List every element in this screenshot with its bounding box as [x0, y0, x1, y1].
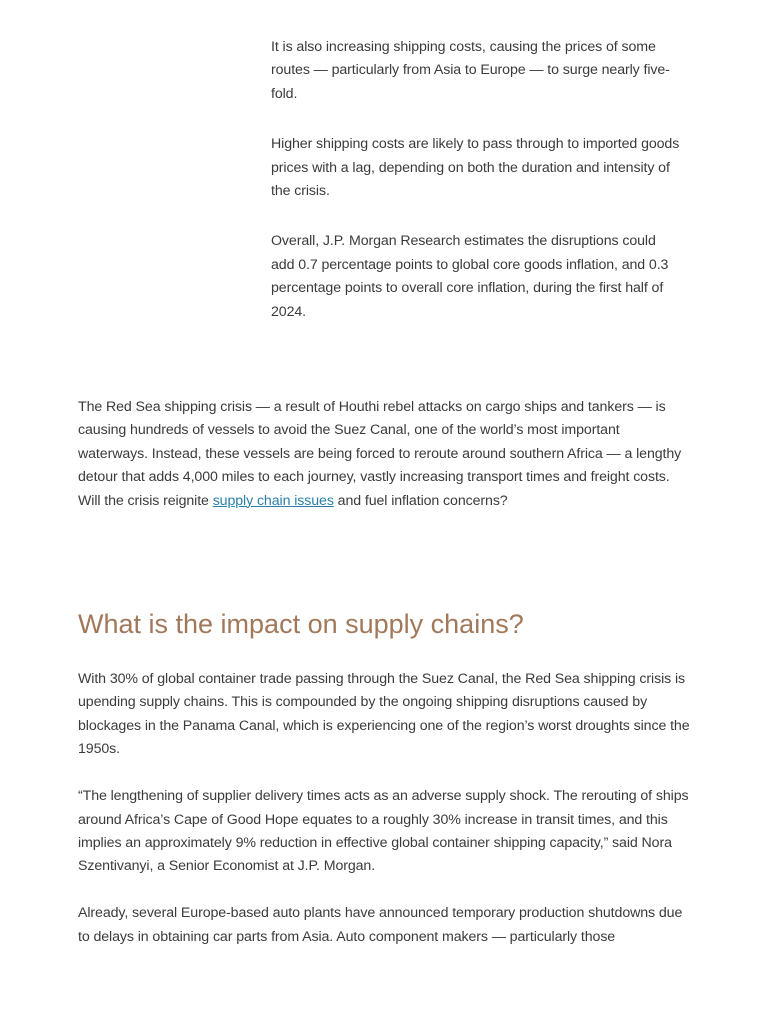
key-takeaways — [271, 36, 681, 351]
takeaway-item: Higher shipping costs are likely to pass through to imported goods prices with a lag, depending on both the duration and intensity of the crisis. — [271, 136, 680, 200]
intro-text-end: and fuel inflation concerns? — [333, 492, 508, 509]
section-body — [78, 668, 690, 973]
takeaway-item: Overall, J.P. Morgan Research estimates the disruptions could add 0.7 percentage points to global core goods inflation, and 0.3 percentage points to overall core inflation, during the first half of 2024. — [271, 233, 669, 320]
body-paragraph: Already, several Europe-based auto plants have announced temporary production shutdowns due to delays in obtaining car parts from Asia. Auto component makers — particularly those — [78, 905, 683, 945]
takeaway-item: It is also increasing shipping costs, causing the prices of some routes — particularly from Asia to Europe — to surge nearly five-fold. — [271, 39, 670, 102]
supply-chain-issues-link[interactable]: supply chain issues — [212, 492, 334, 509]
intro-paragraph — [78, 396, 690, 513]
section-heading: What is the impact on supply chains? — [78, 609, 524, 639]
body-paragraph-quote: “The lengthening of supplier delivery times acts as an adverse supply shock. The rerouting of ships around Africa’s Cape of Good Hope equates to a roughly 30% increase in transit times, and this implies an approximately 9% reduction in effective global container shipping capacity,” said Nora Szentivanyi, a Senior Economist at J.P. Morgan. — [78, 788, 689, 875]
intro-text-start: The Red Sea shipping crisis — a result of Houthi rebel attacks on cargo ships and tankers — is causing hundreds of vessels to avoid the Suez Canal, one of the world’s most important waterways. Instead, these vessels are being forced to reroute around southern Africa — a lengthy detour that adds 4,000 miles to each journey, vastly increasing transport times and freight costs. Will the crisis reignite — [78, 399, 682, 509]
body-paragraph: With 30% of global container trade passing through the Suez Canal, the Red Sea shipping crisis is upending supply chains. This is compounded by the ongoing shipping disruptions caused by blockages in the Panama Canal, which is experiencing one of the region’s worst droughts since the 1950s. — [78, 671, 690, 758]
